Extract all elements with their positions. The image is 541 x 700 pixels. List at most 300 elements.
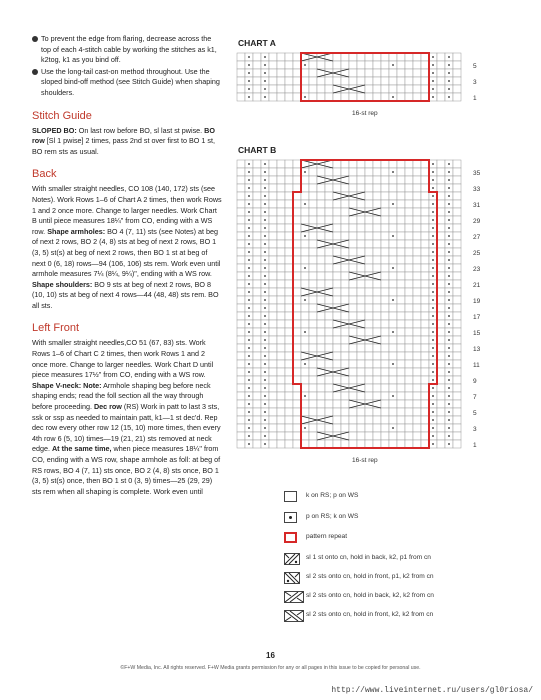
chart-cell (333, 248, 341, 256)
chart-cell (269, 192, 277, 200)
chart-cell (277, 304, 285, 312)
chart-cell (373, 424, 381, 432)
chart-cell (381, 176, 389, 184)
chart-cell (269, 280, 277, 288)
row-label: 31 (473, 202, 481, 209)
chart-cell (381, 61, 389, 69)
chart-cell (285, 176, 293, 184)
chart-cell (253, 77, 261, 85)
chart-cell (277, 424, 285, 432)
chart-cell (437, 69, 445, 77)
chart-cell (317, 336, 325, 344)
chart-cell (317, 61, 325, 69)
chart-cell (373, 256, 381, 264)
chart-cell (413, 360, 421, 368)
purl-dot (248, 243, 250, 245)
chart-cell (309, 208, 317, 216)
chart-cell (269, 288, 277, 296)
chart-cell (373, 296, 381, 304)
chart-cell (269, 304, 277, 312)
purl-dot (432, 435, 434, 437)
chart-cell (237, 272, 245, 280)
chart-cell (453, 264, 461, 272)
chart-cell (277, 184, 285, 192)
chart-cell (381, 328, 389, 336)
page-number: 16 (266, 651, 275, 660)
chart-cell (301, 384, 309, 392)
chart-cell (381, 93, 389, 101)
purl-dot (248, 347, 250, 349)
cable-2-2-left-icon (284, 610, 304, 622)
row-label: 29 (473, 218, 481, 225)
chart-cell (277, 192, 285, 200)
chart-cell (389, 69, 397, 77)
purl-dot (432, 163, 434, 165)
purl-dot (448, 419, 450, 421)
chart-cell (269, 344, 277, 352)
chart-cell (405, 264, 413, 272)
chart-cell (317, 216, 325, 224)
chart-cell (253, 168, 261, 176)
purl-dot (448, 403, 450, 405)
chart-cell (325, 336, 333, 344)
chart-cell (397, 240, 405, 248)
bullet-icon (32, 36, 38, 42)
purl-dot (264, 88, 266, 90)
purl-dot (264, 443, 266, 445)
chart-cell (285, 53, 293, 61)
chart-cell (309, 368, 317, 376)
purl-dot (248, 275, 250, 277)
purl-dot (448, 171, 450, 173)
chart-cell (453, 368, 461, 376)
purl-dot (448, 443, 450, 445)
chart-cell (237, 288, 245, 296)
chart-cell (349, 61, 357, 69)
chart-cell (253, 248, 261, 256)
chart-b-title: CHART B (238, 145, 277, 155)
chart-cell (325, 424, 333, 432)
chart-cell (277, 344, 285, 352)
chart-cell (421, 240, 429, 248)
chart-cell (325, 93, 333, 101)
chart-cell (381, 256, 389, 264)
chart-cell (317, 77, 325, 85)
chart-cell (317, 392, 325, 400)
purl-dot (392, 299, 394, 301)
chart-cell (349, 160, 357, 168)
chart-cell (453, 77, 461, 85)
row-label: 15 (473, 330, 481, 337)
chart-cell (333, 400, 341, 408)
chart-cell (325, 216, 333, 224)
section-heading-stitch-guide: Stitch Guide (32, 109, 92, 122)
purl-dot (264, 56, 266, 58)
chart-cell (253, 440, 261, 448)
chart-cell (285, 384, 293, 392)
chart-cell (325, 192, 333, 200)
chart-cell (421, 272, 429, 280)
chart-cell (405, 53, 413, 61)
chart-cell (317, 376, 325, 384)
purl-dot (264, 379, 266, 381)
chart-cell (325, 232, 333, 240)
chart-cell (293, 160, 301, 168)
chart-cell (397, 440, 405, 448)
chart-cell (365, 288, 373, 296)
chart-cell (293, 384, 301, 392)
chart-cell (293, 53, 301, 61)
chart-cell (341, 376, 349, 384)
chart-cell (413, 392, 421, 400)
chart-cell (277, 280, 285, 288)
purl-dot (432, 227, 434, 229)
chart-cell (357, 424, 365, 432)
chart-cell (437, 432, 445, 440)
knit-square-icon (284, 491, 297, 502)
chart-cell (269, 400, 277, 408)
purl-dot (264, 187, 266, 189)
chart-cell (325, 272, 333, 280)
chart-cell (269, 256, 277, 264)
purl-dot (248, 395, 250, 397)
chart-cell (285, 208, 293, 216)
para-text: Armhole shaping beg before neck shaping ends; read the foll section all the way through before proceeding. (32, 380, 211, 412)
purl-dot (248, 96, 250, 98)
chart-cell (381, 192, 389, 200)
chart-cell (349, 184, 357, 192)
chart-cell (349, 240, 357, 248)
chart-cell (437, 408, 445, 416)
chart-cell (413, 368, 421, 376)
chart-cell (389, 408, 397, 416)
chart-cell (397, 176, 405, 184)
chart-cell (285, 296, 293, 304)
chart-cell (373, 320, 381, 328)
chart-cell (309, 280, 317, 288)
chart-cell (349, 69, 357, 77)
chart-cell (285, 320, 293, 328)
purl-dot (248, 363, 250, 365)
chart-cell (421, 384, 429, 392)
chart-cell (269, 216, 277, 224)
chart-cell (317, 360, 325, 368)
chart-cell (293, 312, 301, 320)
left-front-paragraph (32, 338, 222, 497)
chart-cell (237, 176, 245, 184)
chart-cell (333, 296, 341, 304)
chart-cell (317, 232, 325, 240)
chart-cell (421, 248, 429, 256)
chart-cell (293, 392, 301, 400)
chart-cell (413, 77, 421, 85)
chart-cell (373, 224, 381, 232)
chart-cell (381, 296, 389, 304)
chart-cell (349, 432, 357, 440)
chart-cell (269, 264, 277, 272)
chart-cell (405, 224, 413, 232)
chart-cell (293, 184, 301, 192)
chart-cell (413, 224, 421, 232)
purl-dot (432, 56, 434, 58)
chart-cell (277, 288, 285, 296)
chart-cell (309, 176, 317, 184)
chart-cell (269, 352, 277, 360)
chart-cell (397, 384, 405, 392)
chart-cell (421, 336, 429, 344)
chart-cell (397, 248, 405, 256)
chart-cell (325, 264, 333, 272)
purl-dot (264, 243, 266, 245)
chart-cell (373, 93, 381, 101)
chart-cell (301, 192, 309, 200)
chart-cell (325, 85, 333, 93)
purl-dot (448, 291, 450, 293)
chart-cell (453, 376, 461, 384)
chart-cell (365, 392, 373, 400)
chart-cell (293, 416, 301, 424)
chart-cell (365, 328, 373, 336)
row-label: 5 (473, 63, 477, 70)
chart-cell (397, 376, 405, 384)
chart-cell (437, 208, 445, 216)
chart-cell (397, 416, 405, 424)
purl-dot (448, 88, 450, 90)
chart-cell (253, 192, 261, 200)
chart-cell (389, 432, 397, 440)
chart-cell (309, 93, 317, 101)
chart-cell (405, 168, 413, 176)
chart-cell (405, 408, 413, 416)
chart-cell (293, 192, 301, 200)
purl-dot (392, 171, 394, 173)
chart-cell (341, 272, 349, 280)
purl-dot (248, 443, 250, 445)
chart-cell (453, 61, 461, 69)
purl-dot (432, 355, 434, 357)
chart-cell (285, 328, 293, 336)
chart-cell (277, 376, 285, 384)
row-label: 9 (473, 378, 477, 385)
purl-dot (448, 56, 450, 58)
chart-cell (381, 320, 389, 328)
term-label: At the same time, (51, 444, 112, 454)
purl-dot (392, 395, 394, 397)
chart-cell (277, 400, 285, 408)
chart-cell (413, 304, 421, 312)
purl-dot (448, 347, 450, 349)
purl-dot (392, 64, 394, 66)
chart-cell (437, 93, 445, 101)
chart-cell (333, 61, 341, 69)
chart-cell (277, 352, 285, 360)
chart-cell (301, 312, 309, 320)
row-label: 1 (473, 442, 477, 449)
purl-dot (248, 371, 250, 373)
chart-cell (333, 440, 341, 448)
chart-cell (373, 61, 381, 69)
chart-cell (405, 192, 413, 200)
chart-cell (453, 296, 461, 304)
legend-item (284, 591, 524, 605)
chart-cell (277, 368, 285, 376)
chart-cell (381, 200, 389, 208)
chart-cell (437, 232, 445, 240)
chart-cell (253, 304, 261, 312)
chart-cell (357, 352, 365, 360)
chart-cell (309, 432, 317, 440)
chart-cell (381, 368, 389, 376)
chart-cell (253, 93, 261, 101)
chart-cell (421, 344, 429, 352)
chart-cell (269, 232, 277, 240)
chart-cell (277, 384, 285, 392)
chart-a-caption: 16-st rep (352, 110, 378, 117)
chart-cell (333, 184, 341, 192)
chart-cell (253, 400, 261, 408)
chart-cell (293, 264, 301, 272)
chart-cell (381, 408, 389, 416)
purl-dot (432, 64, 434, 66)
chart-cell (413, 200, 421, 208)
chart-cell (421, 312, 429, 320)
chart-cell (349, 344, 357, 352)
chart-cell (413, 424, 421, 432)
chart-cell (293, 200, 301, 208)
chart-cell (237, 280, 245, 288)
chart-cell (269, 248, 277, 256)
chart-cell (405, 232, 413, 240)
chart-cell (421, 304, 429, 312)
purl-dot (432, 379, 434, 381)
chart-cell (437, 160, 445, 168)
chart-cell (285, 432, 293, 440)
para-text: With smaller straight needles, CO 108 (140, 172) sts (see Notes). Work Rows 1–6 of Chart A 2 times, then work Rows 1 and 2 once more. Change to larger needles. Work Chart B until piece measures 18¼" from CO, ending with a WS row. (32, 184, 222, 236)
chart-cell (333, 168, 341, 176)
chart-cell (365, 352, 373, 360)
chart-cell (237, 304, 245, 312)
chart-cell (277, 320, 285, 328)
chart-cell (293, 408, 301, 416)
chart-cell (253, 336, 261, 344)
chart-cell (397, 216, 405, 224)
chart-cell (237, 352, 245, 360)
purl-dot (432, 171, 434, 173)
chart-cell (341, 208, 349, 216)
chart-cell (333, 360, 341, 368)
chart-cell (237, 384, 245, 392)
chart-cell (301, 320, 309, 328)
chart-cell (277, 360, 285, 368)
chart-cell (365, 264, 373, 272)
chart-cell (277, 328, 285, 336)
purl-dot (448, 267, 450, 269)
para-text: [Sl 1 pwise] 2 times, pass 2nd st over first to BO 1 st, BO rem sts as usual. (32, 136, 215, 156)
chart-cell (309, 192, 317, 200)
chart-cell (365, 440, 373, 448)
chart-cell (333, 232, 341, 240)
chart-cell (285, 400, 293, 408)
chart-cell (301, 240, 309, 248)
chart-cell (341, 296, 349, 304)
chart-a-grid (236, 52, 496, 107)
chart-cell (405, 328, 413, 336)
chart-cell (301, 440, 309, 448)
chart-cell (349, 424, 357, 432)
chart-cell (269, 368, 277, 376)
purl-dot (448, 72, 450, 74)
chart-cell (453, 336, 461, 344)
chart-cell (453, 208, 461, 216)
chart-cell (325, 328, 333, 336)
chart-cell (277, 440, 285, 448)
chart-cell (389, 416, 397, 424)
chart-cell (421, 392, 429, 400)
chart-cell (317, 184, 325, 192)
chart-cell (285, 77, 293, 85)
purl-dot (448, 64, 450, 66)
chart-cell (357, 280, 365, 288)
chart-cell (253, 288, 261, 296)
legend-label: sl 1 st onto cn, hold in back, k2, p1 from cn (306, 554, 431, 561)
chart-cell (253, 416, 261, 424)
chart-cell (277, 69, 285, 77)
purl-dot (432, 363, 434, 365)
chart-cell (453, 328, 461, 336)
chart-cell (397, 432, 405, 440)
chart-cell (253, 272, 261, 280)
cable-2-2-right-icon (284, 591, 304, 603)
row-label: 21 (473, 282, 481, 289)
chart-cell (277, 416, 285, 424)
chart-cell (453, 272, 461, 280)
chart-cell (357, 328, 365, 336)
chart-cell (373, 416, 381, 424)
purl-dot (248, 267, 250, 269)
chart-cell (365, 296, 373, 304)
chart-cell (453, 424, 461, 432)
chart-cell (253, 208, 261, 216)
chart-cell (317, 408, 325, 416)
chart-cell (285, 168, 293, 176)
chart-cell (341, 352, 349, 360)
chart-cell (341, 408, 349, 416)
purl-dot (432, 80, 434, 82)
purl-dot (432, 235, 434, 237)
purl-dot (248, 411, 250, 413)
chart-cell (341, 400, 349, 408)
chart-cell (397, 424, 405, 432)
purl-dot (392, 363, 394, 365)
purl-dot (264, 219, 266, 221)
purl-dot (448, 219, 450, 221)
chart-cell (381, 160, 389, 168)
chart-cell (421, 200, 429, 208)
chart-cell (285, 224, 293, 232)
chart-cell (381, 248, 389, 256)
legend-label: sl 2 sts onto cn, hold in back, k2, k2 from cn (306, 592, 434, 599)
chart-cell (389, 208, 397, 216)
copyright-footer: ©F+W Media, Inc. All rights reserved. F+W Media grants permission for any or all pages in this issue to be copied for personal use. (120, 665, 421, 671)
chart-cell (349, 352, 357, 360)
chart-cell (389, 320, 397, 328)
chart-cell (285, 376, 293, 384)
chart-cell (277, 61, 285, 69)
chart-cell (381, 208, 389, 216)
purl-dot (392, 96, 394, 98)
chart-cell (357, 264, 365, 272)
chart-cell (405, 424, 413, 432)
